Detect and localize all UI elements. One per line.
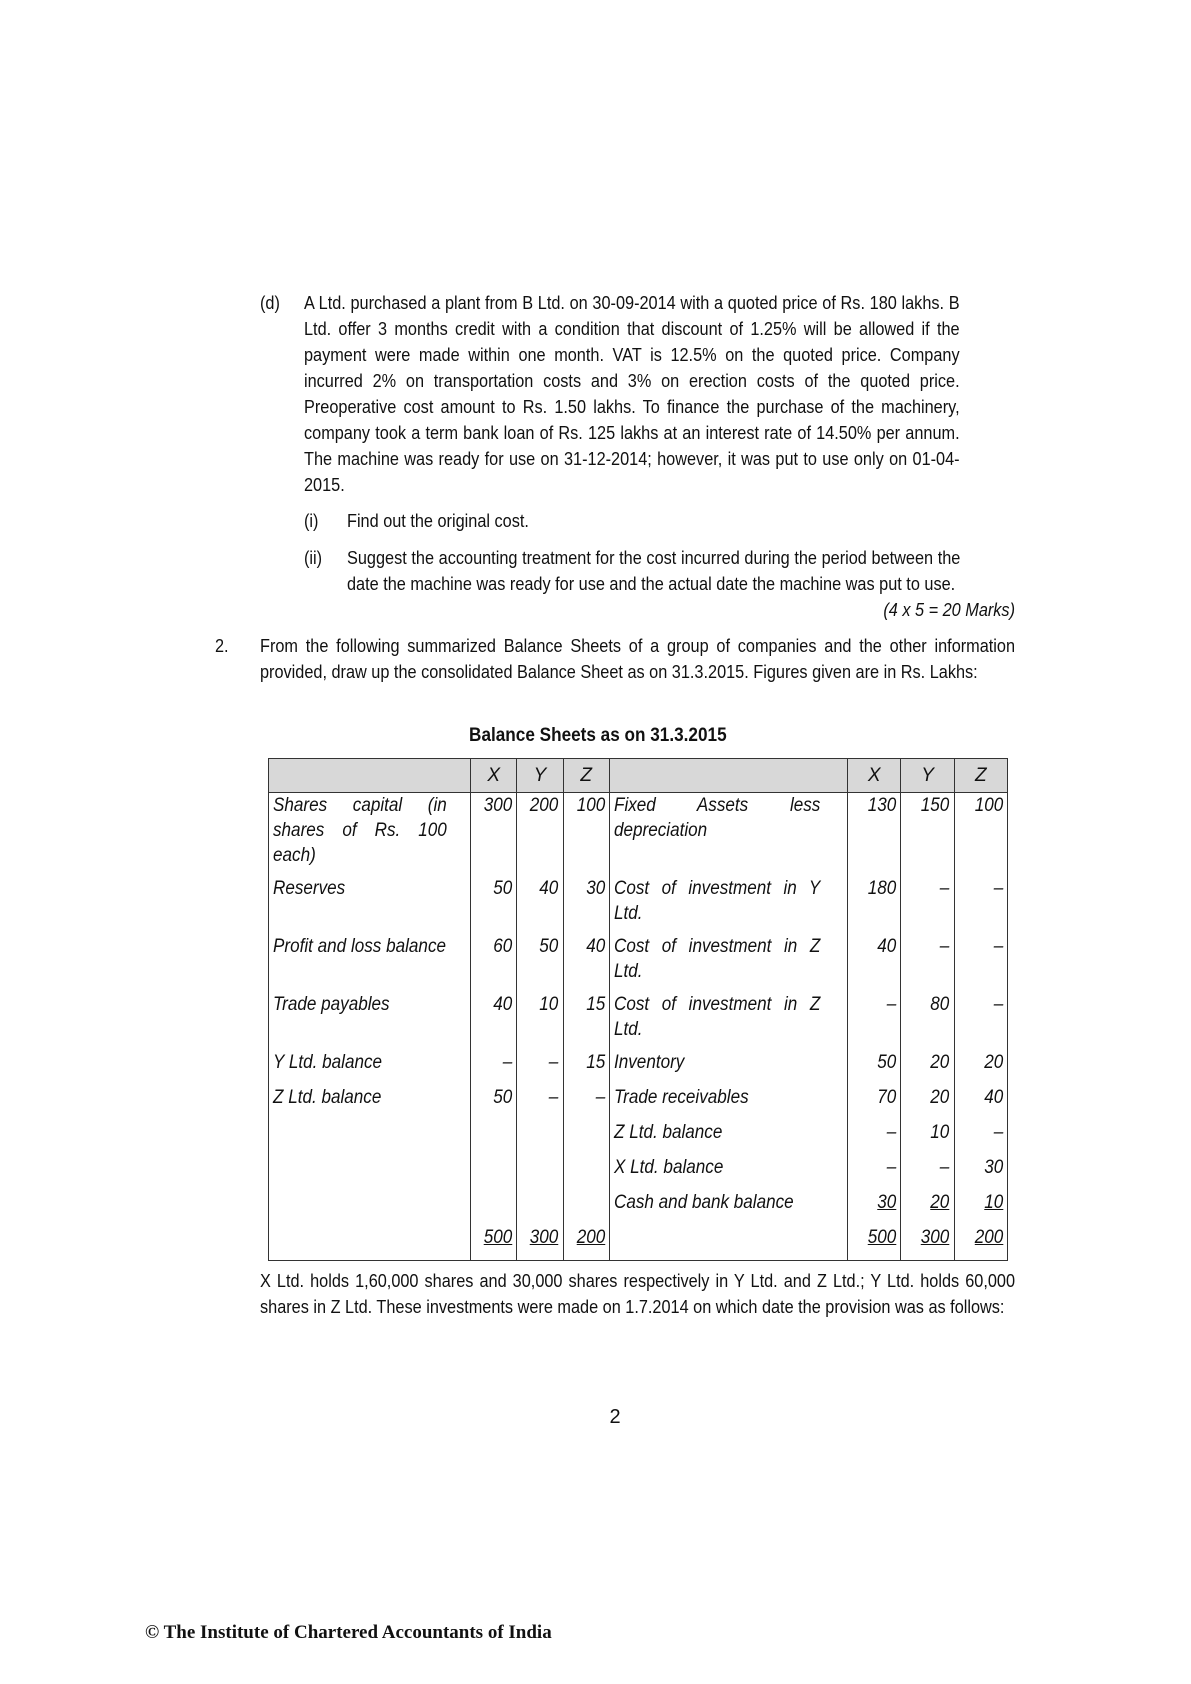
table-row xyxy=(269,1190,1008,1225)
amount-cell: 300 xyxy=(471,793,517,876)
question-d-sub-i-label: (i) xyxy=(304,510,319,531)
amount-cell: – xyxy=(517,1085,563,1120)
amount-cell: 150 xyxy=(901,793,954,876)
question-d-sub-ii-label: (ii) xyxy=(304,547,323,568)
description-cell: Z Ltd. balance xyxy=(609,1120,847,1155)
table-row xyxy=(269,876,1008,934)
amount-cell: – xyxy=(563,1085,609,1120)
amount-cell: – xyxy=(954,992,1007,1050)
table-header-row xyxy=(269,759,1008,793)
table-row xyxy=(269,1050,1008,1085)
amount-cell: – xyxy=(848,1155,901,1190)
amount-cell: 30 xyxy=(563,876,609,934)
amount-cell xyxy=(517,1120,563,1155)
amount-cell: – xyxy=(471,1050,517,1085)
header-cell xyxy=(269,759,471,793)
description-cell xyxy=(269,1190,471,1225)
amount-cell: 40 xyxy=(471,992,517,1050)
description-cell: Shares capital (in shares of Rs. 100 each) xyxy=(269,793,471,876)
description-cell: Trade payables xyxy=(269,992,471,1050)
amount-cell: 40 xyxy=(848,934,901,992)
amount-cell: 20 xyxy=(901,1050,954,1085)
balance-sheet-table xyxy=(268,758,1008,1261)
amount-cell: 15 xyxy=(563,992,609,1050)
amount-cell: 200 xyxy=(517,793,563,876)
description-cell: Reserves xyxy=(269,876,471,934)
header-cell: X xyxy=(848,759,901,793)
amount-cell: 30 xyxy=(848,1190,901,1225)
amount-cell: 40 xyxy=(517,876,563,934)
amount-cell: 40 xyxy=(954,1085,1007,1120)
question-2-label: 2. xyxy=(215,635,229,656)
amount-cell xyxy=(563,1155,609,1190)
amount-cell xyxy=(563,1190,609,1225)
description-cell: Profit and loss balance xyxy=(269,934,471,992)
amount-cell: 50 xyxy=(471,1085,517,1120)
amount-cell xyxy=(471,1155,517,1190)
question-2-after-text: X Ltd. holds 1,60,000 shares and 30,000 shares respectively in Y Ltd. and Z Ltd.; Y Ltd. holds 60,000 shares in Z Ltd. These investments were made on 1.7.2014 on which date the provision was as follows: xyxy=(260,1270,1016,1317)
amount-cell: 100 xyxy=(563,793,609,876)
amount-cell: 50 xyxy=(848,1050,901,1085)
header-cell: Z xyxy=(563,759,609,793)
description-cell: Trade receivables xyxy=(609,1085,847,1120)
amount-cell: 20 xyxy=(901,1085,954,1120)
table-row xyxy=(269,1085,1008,1120)
amount-cell: – xyxy=(517,1050,563,1085)
total-cell: 200 xyxy=(954,1225,1007,1261)
description-cell: Inventory xyxy=(609,1050,847,1085)
amount-cell: 10 xyxy=(954,1190,1007,1225)
description-cell: Cost of investment in Y Ltd. xyxy=(609,876,847,934)
description-cell xyxy=(269,1155,471,1190)
amount-cell: – xyxy=(901,876,954,934)
amount-cell: – xyxy=(848,1120,901,1155)
question-d-text: A Ltd. purchased a plant from B Ltd. on 30-09-2014 with a quoted price of Rs. 180 lakhs. B Ltd. offer 3 months credit with a condition that discount of 1.25% will be allowed if the payment were made within one month. VAT is 12.5% on the quoted price. Company incurred 2% on transportation costs and 3% on erection costs of the quoted price. Preoperative cost amount to Rs. 1.50 lakhs. To finance the purchase of the machinery, company took a term bank loan of Rs. 125 lakhs at an interest rate of 14.50% per annum. The machine was ready for use on 31-12-2014; however, it was put to use only on 01-04-2015. xyxy=(304,292,960,495)
amount-cell: 180 xyxy=(848,876,901,934)
amount-cell: – xyxy=(954,1120,1007,1155)
total-cell: 300 xyxy=(901,1225,954,1261)
amount-cell: 10 xyxy=(517,992,563,1050)
total-cell: 500 xyxy=(471,1225,517,1261)
amount-cell: 130 xyxy=(848,793,901,876)
table-row xyxy=(269,793,1008,876)
amount-cell: 80 xyxy=(901,992,954,1050)
empty-cell xyxy=(269,1225,471,1261)
header-cell: X xyxy=(471,759,517,793)
table-row xyxy=(269,934,1008,992)
amount-cell: 100 xyxy=(954,793,1007,876)
amount-cell: 50 xyxy=(517,934,563,992)
amount-cell: – xyxy=(848,992,901,1050)
footer-copyright: © The Institute of Chartered Accountants of India xyxy=(145,1622,552,1643)
amount-cell: – xyxy=(954,876,1007,934)
table-body xyxy=(269,793,1008,1261)
amount-cell: – xyxy=(901,1155,954,1190)
description-cell: Cost of investment in Z Ltd. xyxy=(609,992,847,1050)
description-cell xyxy=(269,1120,471,1155)
header-cell: Z xyxy=(954,759,1007,793)
question-d-sub-i-text: Find out the original cost. xyxy=(347,510,529,531)
amount-cell: 50 xyxy=(471,876,517,934)
amount-cell xyxy=(517,1190,563,1225)
empty-cell xyxy=(609,1225,847,1261)
total-cell: 500 xyxy=(848,1225,901,1261)
amount-cell: – xyxy=(954,934,1007,992)
table-row xyxy=(269,1120,1008,1155)
description-cell: Fixed Assets less depreciation xyxy=(609,793,847,876)
table-totals-row xyxy=(269,1225,1008,1261)
table-title: Balance Sheets as on 31.3.2015 xyxy=(469,724,727,746)
header-cell: Y xyxy=(517,759,563,793)
amount-cell: 60 xyxy=(471,934,517,992)
question-d-label: (d) xyxy=(260,292,280,313)
question-d-sub-ii-text: Suggest the accounting treatment for the cost incurred during the period between the date the machine was ready for use and the actual date the machine was put to use. xyxy=(347,547,961,594)
header-cell: Y xyxy=(901,759,954,793)
amount-cell: 40 xyxy=(563,934,609,992)
amount-cell: 15 xyxy=(563,1050,609,1085)
amount-cell xyxy=(471,1120,517,1155)
description-cell: Y Ltd. balance xyxy=(269,1050,471,1085)
description-cell: X Ltd. balance xyxy=(609,1155,847,1190)
description-cell: Cost of investment in Z Ltd. xyxy=(609,934,847,992)
total-cell: 300 xyxy=(517,1225,563,1261)
amount-cell xyxy=(517,1155,563,1190)
total-cell: 200 xyxy=(563,1225,609,1261)
page-number: 2 xyxy=(609,1406,621,1428)
amount-cell: 20 xyxy=(901,1190,954,1225)
description-cell: Cash and bank balance xyxy=(609,1190,847,1225)
amount-cell: 30 xyxy=(954,1155,1007,1190)
amount-cell: 10 xyxy=(901,1120,954,1155)
amount-cell: – xyxy=(901,934,954,992)
amount-cell: 20 xyxy=(954,1050,1007,1085)
question-d-marks: (4 x 5 = 20 Marks) xyxy=(883,599,1015,620)
amount-cell xyxy=(563,1120,609,1155)
amount-cell xyxy=(471,1190,517,1225)
description-cell: Z Ltd. balance xyxy=(269,1085,471,1120)
table-row xyxy=(269,1155,1008,1190)
question-2-text: From the following summarized Balance Sheets of a group of companies and the other information provided, draw up the consolidated Balance Sheet as on 31.3.2015. Figures given are in Rs. Lakhs: xyxy=(260,635,1016,682)
amount-cell: 70 xyxy=(848,1085,901,1120)
header-cell xyxy=(609,759,847,793)
table-row xyxy=(269,992,1008,1050)
